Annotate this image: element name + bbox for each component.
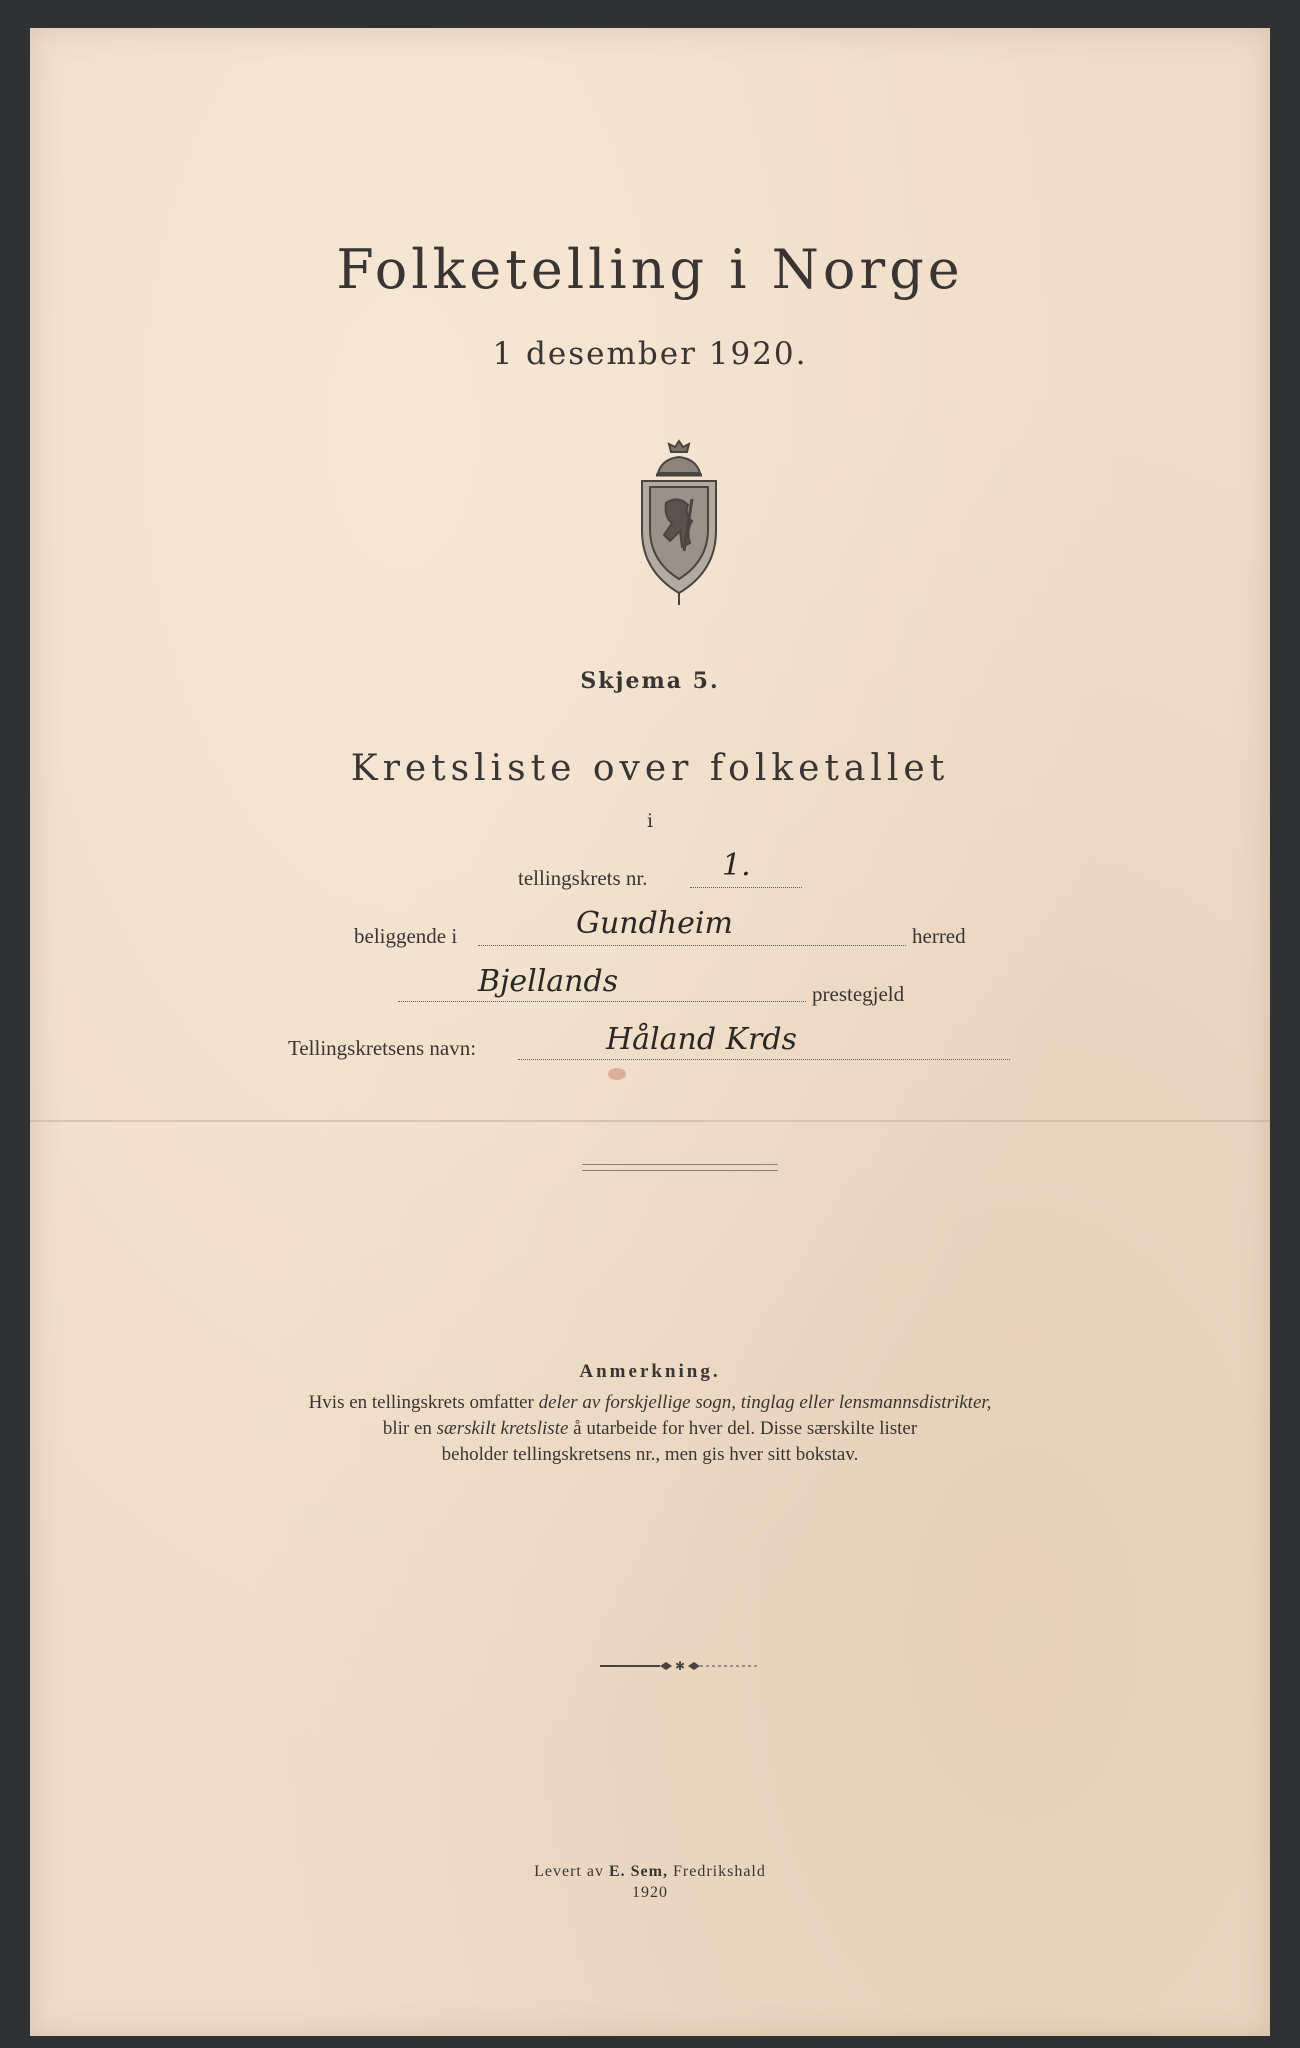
- footer-prefix: Levert av: [534, 1863, 609, 1880]
- ink-stain: [608, 1068, 626, 1080]
- beliggende-value: Gundheim: [576, 906, 733, 941]
- note-line-2-text-a: blir en: [382, 1418, 437, 1439]
- note-line-1: [30, 1392, 1270, 1414]
- prestegjeld-line: [398, 1000, 806, 1002]
- note-line-2: [30, 1418, 1270, 1440]
- coat-of-arms-icon: [630, 433, 728, 613]
- prestegjeld-value: Bjellands: [478, 964, 619, 999]
- preposition-i: i: [646, 810, 654, 832]
- paper-fold: [30, 1120, 1270, 1122]
- note-line-3: beholder tellingskretsens nr., men gis hver sitt bokstav.: [441, 1444, 859, 1465]
- document-date: 1 desember 1920.: [492, 336, 808, 372]
- double-rule-divider: [582, 1164, 778, 1171]
- schema-number: Skjema 5.: [580, 668, 720, 694]
- navn-value: Håland Krds: [606, 1022, 797, 1057]
- printer-year: 1920: [632, 1884, 668, 1901]
- beliggende-label: beliggende i: [354, 924, 458, 948]
- krets-value: 1.: [722, 848, 751, 883]
- note-line-2-italic: særskilt kretsliste: [436, 1418, 569, 1439]
- note-title: Anmerkning.: [579, 1361, 721, 1382]
- navn-label: Tellingskretsens navn:: [288, 1036, 477, 1060]
- navn-line: [518, 1058, 1010, 1060]
- footer-printer: E. Sem,: [608, 1863, 668, 1880]
- beliggende-line: [478, 944, 906, 946]
- ornament-divider-icon: [600, 1660, 760, 1672]
- svg-text:✱: ✱: [674, 1660, 686, 1672]
- note-line-2-text-c: å utarbeide for hver del. Disse særskilte lister: [568, 1418, 918, 1439]
- herred-label: herred: [912, 924, 966, 948]
- form-heading: Kretsliste over folketallet: [350, 748, 950, 789]
- krets-label: tellingskrets nr.: [518, 866, 648, 890]
- krets-line: [690, 886, 802, 888]
- note-line-1-text: Hvis en tellingskrets omfatter: [308, 1392, 539, 1413]
- census-form-page: [30, 28, 1270, 2036]
- document-title: Folketelling i Norge: [336, 238, 964, 301]
- footer-city: Fredrikshald: [667, 1863, 766, 1880]
- note-line-1-italic: deler av forskjellige sogn, tinglag eller lensmannsdistrikter,: [538, 1392, 992, 1413]
- prestegjeld-label: prestegjeld: [812, 982, 905, 1006]
- printer-line: [30, 1863, 1270, 1881]
